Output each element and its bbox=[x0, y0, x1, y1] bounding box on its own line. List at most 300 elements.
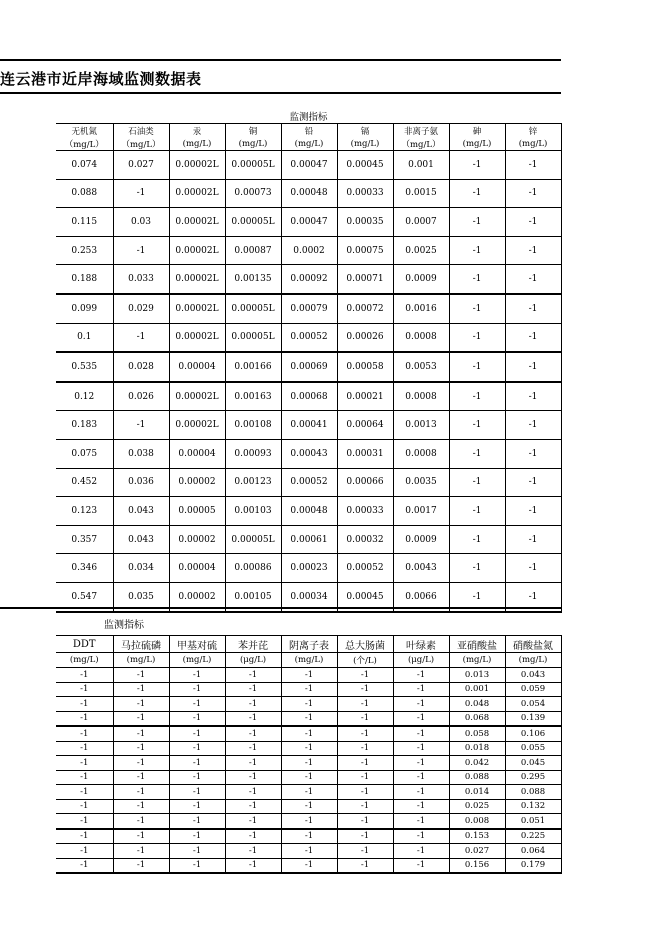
column-header: 硝酸盐氮 bbox=[505, 636, 561, 653]
column-unit: (mg/L) bbox=[169, 137, 225, 151]
table-cell: 0.0053 bbox=[393, 352, 449, 382]
table-cell: 0.346 bbox=[56, 554, 113, 583]
table-cell: -1 bbox=[225, 682, 281, 697]
column-header: 总大肠菌 bbox=[337, 636, 393, 653]
table-cell: 0.115 bbox=[56, 208, 113, 237]
table-cell: 0.00075 bbox=[337, 236, 393, 265]
table-cell: 0.132 bbox=[505, 799, 561, 814]
table-cell: 0.03 bbox=[113, 208, 169, 237]
column-unit: （mg/L） bbox=[393, 137, 449, 151]
table-cell: -1 bbox=[449, 179, 505, 208]
table-cell: -1 bbox=[56, 682, 113, 697]
metals-table bbox=[56, 109, 562, 613]
header-row bbox=[56, 636, 561, 653]
table-cell: -1 bbox=[56, 726, 113, 741]
table-cell: 0.00093 bbox=[225, 439, 281, 468]
table-cell: 0.034 bbox=[113, 554, 169, 583]
table-cell: -1 bbox=[56, 756, 113, 771]
table-cell: 0.035 bbox=[113, 582, 169, 611]
table-cell: 0.008 bbox=[449, 814, 505, 829]
table-cell: -1 bbox=[56, 844, 113, 859]
table-cell: 0.054 bbox=[505, 697, 561, 712]
column-unit: （mg/L） bbox=[113, 137, 169, 151]
table-cell: 0.00005L bbox=[225, 294, 281, 323]
table-cell: 0.00086 bbox=[225, 554, 281, 583]
column-unit: （mg/L） bbox=[56, 137, 113, 151]
table-cell: -1 bbox=[393, 682, 449, 697]
table-cell: 0.295 bbox=[505, 770, 561, 785]
table-cell: -1 bbox=[225, 858, 281, 873]
table-row bbox=[56, 468, 561, 497]
table-cell: -1 bbox=[281, 726, 337, 741]
table-cell: -1 bbox=[225, 785, 281, 800]
table-cell: -1 bbox=[113, 799, 169, 814]
table-cell: 0.00002L bbox=[169, 294, 225, 323]
table-cell: 0.00073 bbox=[225, 179, 281, 208]
table-cell: 0.153 bbox=[449, 829, 505, 844]
table-cell: 0.00135 bbox=[225, 265, 281, 294]
table-cell: 0.00002 bbox=[169, 525, 225, 554]
table-cell: -1 bbox=[56, 711, 113, 726]
table-cell: -1 bbox=[449, 265, 505, 294]
table-cell: -1 bbox=[393, 756, 449, 771]
table-cell: 0.547 bbox=[56, 582, 113, 611]
table-cell: -1 bbox=[281, 697, 337, 712]
table-cell: 0.188 bbox=[56, 265, 113, 294]
table-cell: 0.535 bbox=[56, 352, 113, 382]
table-cell: 0.074 bbox=[56, 151, 113, 180]
table-cell: -1 bbox=[449, 323, 505, 352]
table-cell: -1 bbox=[113, 741, 169, 756]
table-cell: 0.0066 bbox=[393, 582, 449, 611]
table-cell: -1 bbox=[113, 858, 169, 873]
table-cell: -1 bbox=[281, 741, 337, 756]
table-cell: 0.00072 bbox=[337, 294, 393, 323]
table-cell: -1 bbox=[281, 844, 337, 859]
table-cell: 0.452 bbox=[56, 468, 113, 497]
table-cell: -1 bbox=[337, 858, 393, 873]
table-cell: 0.00004 bbox=[169, 439, 225, 468]
table-cell: -1 bbox=[113, 711, 169, 726]
column-unit: (μg/L) bbox=[225, 653, 281, 668]
table-cell: -1 bbox=[113, 844, 169, 859]
table-cell: -1 bbox=[56, 697, 113, 712]
table-cell: -1 bbox=[505, 265, 561, 294]
table-cell: -1 bbox=[449, 411, 505, 440]
table-cell: -1 bbox=[449, 294, 505, 323]
table-cell: -1 bbox=[337, 741, 393, 756]
table-cell: -1 bbox=[56, 668, 113, 683]
table-cell: -1 bbox=[225, 770, 281, 785]
table-cell: 0.00052 bbox=[281, 468, 337, 497]
table-cell: 0.106 bbox=[505, 726, 561, 741]
table-cell: 0.028 bbox=[113, 352, 169, 382]
table-cell: 0.00002L bbox=[169, 151, 225, 180]
column-unit: (mg/L) bbox=[56, 653, 113, 668]
table-cell: -1 bbox=[393, 844, 449, 859]
group-label: 监测指标 bbox=[289, 112, 328, 123]
table-cell: -1 bbox=[393, 799, 449, 814]
table-cell: -1 bbox=[505, 352, 561, 382]
table-cell: -1 bbox=[169, 799, 225, 814]
table-cell: -1 bbox=[337, 844, 393, 859]
table-cell: -1 bbox=[225, 756, 281, 771]
table-row bbox=[56, 711, 561, 726]
table-cell: -1 bbox=[281, 829, 337, 844]
table-cell: 0.088 bbox=[449, 770, 505, 785]
table-row bbox=[56, 411, 561, 440]
table-cell: 0.156 bbox=[449, 858, 505, 873]
table-cell: 0.029 bbox=[113, 294, 169, 323]
table-cell: -1 bbox=[56, 741, 113, 756]
table-cell: 0.0017 bbox=[393, 497, 449, 526]
table-cell: 0.179 bbox=[505, 858, 561, 873]
column-unit: (mg/L) bbox=[281, 137, 337, 151]
table-cell: 0.00166 bbox=[225, 352, 281, 382]
table-cell: -1 bbox=[56, 829, 113, 844]
table-cell: 0.00058 bbox=[337, 352, 393, 382]
table-cell: 0.00035 bbox=[337, 208, 393, 237]
table-row bbox=[56, 525, 561, 554]
column-unit: (mg/L) bbox=[337, 137, 393, 151]
table-cell: 0.00043 bbox=[281, 439, 337, 468]
table-cell: 0.00079 bbox=[281, 294, 337, 323]
table-cell: -1 bbox=[169, 814, 225, 829]
column-header: 砷 bbox=[449, 124, 505, 138]
table-cell: 0.099 bbox=[56, 294, 113, 323]
table-cell: -1 bbox=[505, 411, 561, 440]
table-cell: 0.001 bbox=[393, 151, 449, 180]
table-cell: 0.00004 bbox=[169, 554, 225, 583]
table-cell: 0.00002L bbox=[169, 382, 225, 411]
table-cell: 0.00041 bbox=[281, 411, 337, 440]
table-cell: -1 bbox=[56, 858, 113, 873]
table-cell: -1 bbox=[56, 814, 113, 829]
table-cell: -1 bbox=[281, 668, 337, 683]
column-unit: (mg/L) bbox=[225, 137, 281, 151]
table-cell: -1 bbox=[281, 858, 337, 873]
table-cell: -1 bbox=[169, 711, 225, 726]
table-cell: -1 bbox=[449, 439, 505, 468]
table-row bbox=[56, 236, 561, 265]
column-unit: (mg/L) bbox=[169, 653, 225, 668]
table-cell: 0.0008 bbox=[393, 382, 449, 411]
table-cell: -1 bbox=[337, 668, 393, 683]
table-cell: 0.225 bbox=[505, 829, 561, 844]
table-cell: -1 bbox=[337, 770, 393, 785]
table-cell: 0.00005L bbox=[225, 323, 281, 352]
table-cell: -1 bbox=[393, 741, 449, 756]
column-header: 非离子氨 bbox=[393, 124, 449, 138]
column-header: 铅 bbox=[281, 124, 337, 138]
table-cell: 0.045 bbox=[505, 756, 561, 771]
table-cell: -1 bbox=[56, 799, 113, 814]
table-cell: -1 bbox=[449, 151, 505, 180]
table-cell: 0.0007 bbox=[393, 208, 449, 237]
table-cell: 0.00068 bbox=[281, 382, 337, 411]
table-cell: -1 bbox=[113, 682, 169, 697]
table-cell: 0.00047 bbox=[281, 208, 337, 237]
table-row bbox=[56, 439, 561, 468]
column-unit: (mg/L) bbox=[449, 653, 505, 668]
column-header: 亚硝酸盐 bbox=[449, 636, 505, 653]
table-row bbox=[56, 208, 561, 237]
table-cell: -1 bbox=[449, 554, 505, 583]
table-row bbox=[56, 554, 561, 583]
table-cell: -1 bbox=[337, 682, 393, 697]
table-cell: 0.026 bbox=[113, 382, 169, 411]
table-cell: -1 bbox=[337, 785, 393, 800]
table-cell: 0.043 bbox=[505, 668, 561, 683]
table-cell: -1 bbox=[113, 726, 169, 741]
column-header: 叶绿素 bbox=[393, 636, 449, 653]
table-cell: 0.0025 bbox=[393, 236, 449, 265]
table-cell: 0.00123 bbox=[225, 468, 281, 497]
table-cell: -1 bbox=[505, 525, 561, 554]
table-cell: 0.0015 bbox=[393, 179, 449, 208]
table-cell: -1 bbox=[169, 697, 225, 712]
table-cell: -1 bbox=[505, 208, 561, 237]
table-cell: -1 bbox=[337, 814, 393, 829]
table-cell: -1 bbox=[505, 468, 561, 497]
table-cell: -1 bbox=[337, 726, 393, 741]
table-cell: -1 bbox=[225, 814, 281, 829]
table-cell: -1 bbox=[337, 756, 393, 771]
table-cell: -1 bbox=[505, 236, 561, 265]
table-cell: -1 bbox=[505, 497, 561, 526]
table-row bbox=[56, 726, 561, 741]
table-cell: -1 bbox=[113, 236, 169, 265]
table-cell: 0.00002 bbox=[169, 468, 225, 497]
table-cell: 0.00023 bbox=[281, 554, 337, 583]
unit-row bbox=[56, 653, 561, 668]
table2-group-label: 监测指标 bbox=[104, 620, 144, 631]
title-rule bbox=[0, 92, 561, 94]
table-cell: 0.036 bbox=[113, 468, 169, 497]
table-cell: 0.027 bbox=[113, 151, 169, 180]
table-cell: 0.00048 bbox=[281, 497, 337, 526]
table-cell: -1 bbox=[225, 844, 281, 859]
table-cell: -1 bbox=[113, 179, 169, 208]
table-cell: 0.183 bbox=[56, 411, 113, 440]
table-cell: 0.00052 bbox=[337, 554, 393, 583]
table-row bbox=[56, 799, 561, 814]
table-cell: -1 bbox=[113, 668, 169, 683]
table-cell: -1 bbox=[225, 726, 281, 741]
table-cell: -1 bbox=[337, 829, 393, 844]
table-cell: -1 bbox=[225, 741, 281, 756]
table-cell: -1 bbox=[449, 208, 505, 237]
column-unit: (mg/L) bbox=[113, 653, 169, 668]
column-unit: (个/L) bbox=[337, 653, 393, 668]
table-row bbox=[56, 756, 561, 771]
table-cell: 0.00002L bbox=[169, 236, 225, 265]
table-cell: 0.00021 bbox=[337, 382, 393, 411]
table-cell: -1 bbox=[393, 770, 449, 785]
table-cell: 0.033 bbox=[113, 265, 169, 294]
table-cell: -1 bbox=[281, 711, 337, 726]
table-cell: 0.00002L bbox=[169, 265, 225, 294]
table-cell: 0.051 bbox=[505, 814, 561, 829]
table-cell: -1 bbox=[281, 756, 337, 771]
table-cell: -1 bbox=[113, 785, 169, 800]
table-cell: 0.042 bbox=[449, 756, 505, 771]
table-row bbox=[56, 151, 561, 180]
table-cell: 0.00052 bbox=[281, 323, 337, 352]
column-header: 锌 bbox=[505, 124, 561, 138]
table-cell: 0.00002L bbox=[169, 179, 225, 208]
table-cell: -1 bbox=[337, 799, 393, 814]
table-cell: 0.088 bbox=[505, 785, 561, 800]
column-header: 甲基对硫 bbox=[169, 636, 225, 653]
table-cell: 0.0016 bbox=[393, 294, 449, 323]
table-row bbox=[56, 741, 561, 756]
table-row bbox=[56, 668, 561, 683]
table-cell: 0.00002L bbox=[169, 323, 225, 352]
table-cell: -1 bbox=[281, 785, 337, 800]
table-cell: -1 bbox=[449, 352, 505, 382]
table-row bbox=[56, 770, 561, 785]
table-cell: -1 bbox=[225, 829, 281, 844]
table-cell: 0.00108 bbox=[225, 411, 281, 440]
table-row bbox=[56, 382, 561, 411]
table-cell: 0.00066 bbox=[337, 468, 393, 497]
table-cell: -1 bbox=[449, 525, 505, 554]
table-cell: -1 bbox=[113, 814, 169, 829]
header-row bbox=[56, 124, 561, 138]
table-cell: 0.0002 bbox=[281, 236, 337, 265]
table-cell: 0.00005L bbox=[225, 151, 281, 180]
table-cell: -1 bbox=[225, 697, 281, 712]
table-cell: 0.018 bbox=[449, 741, 505, 756]
table-cell: 0.025 bbox=[449, 799, 505, 814]
table-cell: 0.014 bbox=[449, 785, 505, 800]
unit-row bbox=[56, 137, 561, 151]
table-cell: 0.00031 bbox=[337, 439, 393, 468]
table-cell: 0.0008 bbox=[393, 439, 449, 468]
table-cell: -1 bbox=[113, 697, 169, 712]
table-cell: -1 bbox=[337, 711, 393, 726]
table-cell: -1 bbox=[505, 179, 561, 208]
column-header: 石油类 bbox=[113, 124, 169, 138]
table-cell: -1 bbox=[449, 582, 505, 611]
table-cell: 0.139 bbox=[505, 711, 561, 726]
column-unit: (mg/L) bbox=[505, 137, 561, 151]
table-cell: -1 bbox=[393, 858, 449, 873]
table-cell: -1 bbox=[281, 770, 337, 785]
table-cell: 0.00163 bbox=[225, 382, 281, 411]
table-cell: 0.12 bbox=[56, 382, 113, 411]
table-cell: 0.0043 bbox=[393, 554, 449, 583]
table-cell: 0.064 bbox=[505, 844, 561, 859]
table-row bbox=[56, 497, 561, 526]
table-cell: 0.068 bbox=[449, 711, 505, 726]
table-cell: 0.253 bbox=[56, 236, 113, 265]
table-cell: 0.038 bbox=[113, 439, 169, 468]
table-row bbox=[56, 697, 561, 712]
table-cell: -1 bbox=[113, 756, 169, 771]
group-header-row bbox=[56, 109, 561, 124]
column-header: 汞 bbox=[169, 124, 225, 138]
column-header: 阴离子表 bbox=[281, 636, 337, 653]
table-cell: 0.00045 bbox=[337, 582, 393, 611]
table-cell: 0.075 bbox=[56, 439, 113, 468]
table-cell: 0.00064 bbox=[337, 411, 393, 440]
table-row bbox=[56, 294, 561, 323]
table-cell: 0.00005L bbox=[225, 208, 281, 237]
table-cell: 0.0035 bbox=[393, 468, 449, 497]
table-cell: -1 bbox=[56, 770, 113, 785]
table-cell: -1 bbox=[393, 785, 449, 800]
table-cell: -1 bbox=[169, 756, 225, 771]
table-cell: -1 bbox=[169, 741, 225, 756]
column-header: 镉 bbox=[337, 124, 393, 138]
table-row bbox=[56, 352, 561, 382]
table-cell: 0.00026 bbox=[337, 323, 393, 352]
table-cell: 0.00032 bbox=[337, 525, 393, 554]
column-unit: (μg/L) bbox=[393, 653, 449, 668]
table-cell: 0.043 bbox=[113, 497, 169, 526]
table-cell: 0.1 bbox=[56, 323, 113, 352]
table-cell: -1 bbox=[449, 468, 505, 497]
table-cell: 0.00005L bbox=[225, 525, 281, 554]
table-cell: 0.00087 bbox=[225, 236, 281, 265]
section-rule bbox=[0, 607, 561, 609]
column-unit: (mg/L) bbox=[449, 137, 505, 151]
column-header: 苯并芘 bbox=[225, 636, 281, 653]
organics-table bbox=[56, 635, 562, 874]
table-cell: 0.00047 bbox=[281, 151, 337, 180]
table-cell: -1 bbox=[169, 726, 225, 741]
table-cell: -1 bbox=[505, 294, 561, 323]
table-cell: -1 bbox=[393, 726, 449, 741]
page-title: 连云港市近岸海域监测数据表 bbox=[0, 70, 202, 88]
table-cell: -1 bbox=[393, 711, 449, 726]
table-row bbox=[56, 858, 561, 873]
column-unit: (mg/L) bbox=[281, 653, 337, 668]
table-cell: -1 bbox=[113, 323, 169, 352]
table-cell: -1 bbox=[169, 844, 225, 859]
table-row bbox=[56, 829, 561, 844]
table-cell: -1 bbox=[169, 785, 225, 800]
table-cell: -1 bbox=[169, 770, 225, 785]
table-row bbox=[56, 814, 561, 829]
table-cell: -1 bbox=[113, 411, 169, 440]
table-cell: -1 bbox=[505, 323, 561, 352]
table-row bbox=[56, 265, 561, 294]
table-cell: -1 bbox=[393, 814, 449, 829]
top-rule bbox=[0, 59, 561, 61]
table-row bbox=[56, 844, 561, 859]
table-cell: -1 bbox=[393, 668, 449, 683]
table-cell: 0.00061 bbox=[281, 525, 337, 554]
table-cell: 0.00105 bbox=[225, 582, 281, 611]
table-cell: 0.00034 bbox=[281, 582, 337, 611]
table-cell: -1 bbox=[169, 858, 225, 873]
table-cell: 0.055 bbox=[505, 741, 561, 756]
table-cell: -1 bbox=[281, 814, 337, 829]
table-cell: -1 bbox=[337, 697, 393, 712]
table-cell: -1 bbox=[225, 668, 281, 683]
table-cell: -1 bbox=[113, 770, 169, 785]
table-cell: 0.0008 bbox=[393, 323, 449, 352]
table-cell: 0.00004 bbox=[169, 352, 225, 382]
table-cell: -1 bbox=[169, 829, 225, 844]
table-cell: -1 bbox=[505, 151, 561, 180]
table-cell: 0.00045 bbox=[337, 151, 393, 180]
table-cell: -1 bbox=[281, 682, 337, 697]
table-cell: 0.088 bbox=[56, 179, 113, 208]
